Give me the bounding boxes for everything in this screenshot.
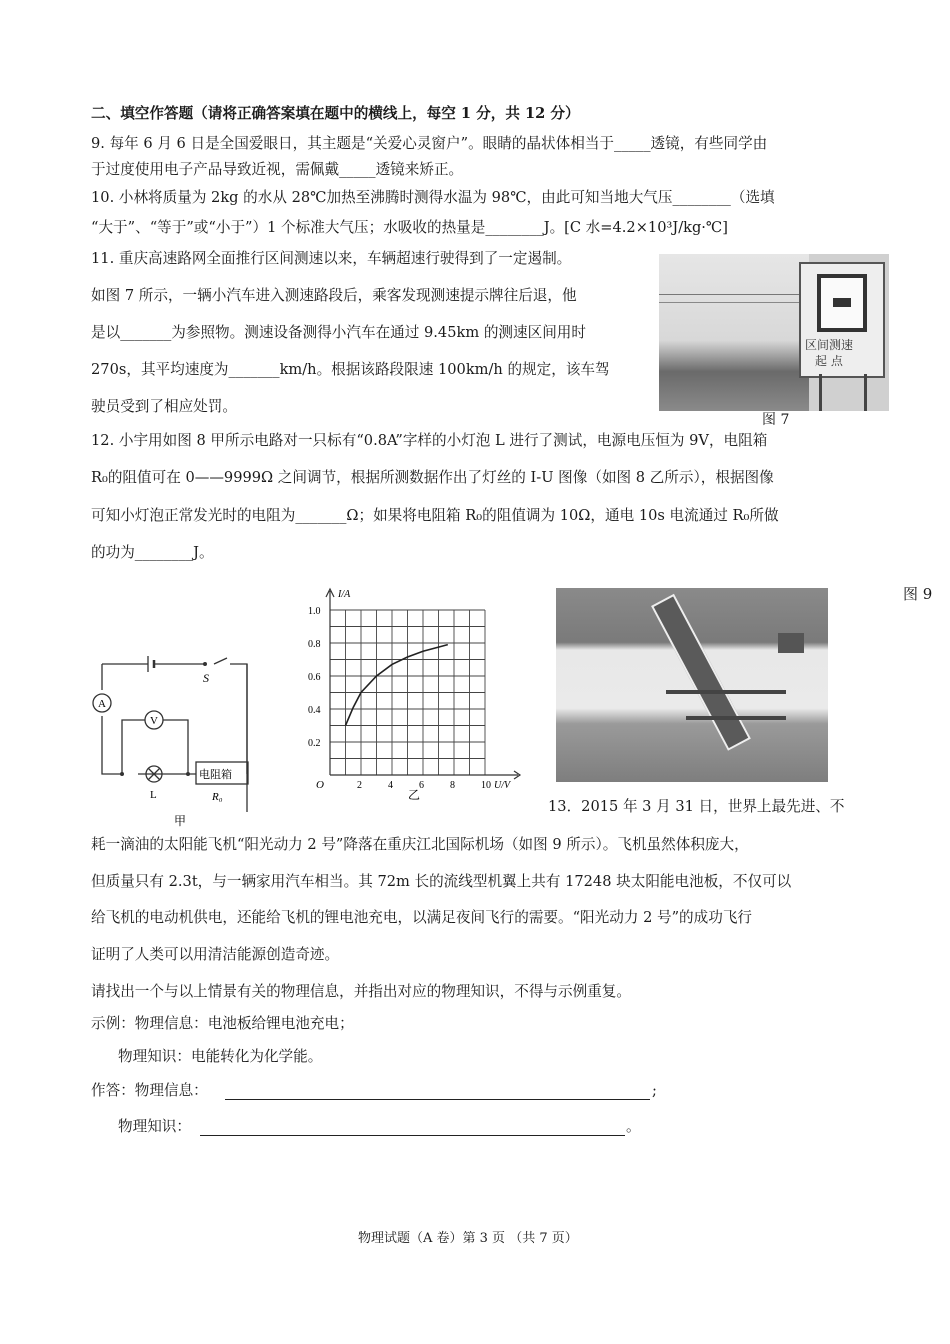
figure-8b-iu-graph — [300, 585, 530, 800]
x-tick-label: 4 — [388, 780, 393, 791]
voltmeter-label: V — [150, 715, 158, 727]
y-axis-label: I/A — [338, 589, 351, 600]
answer-knowledge-end: 。 — [626, 1118, 641, 1135]
ammeter-label: A — [98, 698, 106, 710]
q13-instruction: 请找出一个与以上情景有关的物理信息，并指出对应的物理知识，不得与示例重复。 — [91, 983, 631, 1000]
answer-info-label: 作答：物理信息： — [91, 1082, 208, 1099]
speed-sign — [799, 262, 885, 378]
y-tick-label: 0.4 — [308, 705, 321, 716]
r0-label: R₀ — [212, 791, 223, 803]
answer-knowledge-input[interactable] — [200, 1135, 625, 1136]
figure-8a-caption: 甲 — [174, 814, 187, 828]
q9-line: 于过度使用电子产品导致近视，需佩戴_____透镜来矫正。 — [91, 161, 464, 178]
answer-info-end: ; — [652, 1082, 657, 1099]
q13-line: 证明了人类可以用清洁能源创造奇迹。 — [91, 946, 340, 963]
q13-line: 13．2015 年 3 月 31 日，世界上最先进、不 — [548, 798, 845, 815]
origin-label: O — [316, 779, 324, 791]
resistance-box-label: 电阻箱 — [199, 769, 232, 781]
q12-line: R₀的阻值可在 0——9999Ω 之间调节，根据所测数据作出了灯丝的 I-U 图像（如图 8 乙所示），根据图像 — [91, 469, 774, 486]
q10-line: “大于”、“等于”或“小于”）1 个标准大气压；水吸收的热量是________J。[C 水=4.2×10³J/kg·℃] — [91, 219, 728, 236]
figure-9-photo — [556, 588, 828, 782]
example-info: 示例：物理信息：电池板给锂电池充电； — [91, 1015, 354, 1032]
q11-line: 是以_______为参照物。测速设备测得小汽车在通过 9.45km 的测速区间用时 — [91, 324, 586, 341]
figure-9-caption: 图 9 — [903, 585, 933, 603]
x-tick-label: 2 — [357, 780, 362, 791]
page-footer: 物理试题（A 卷）第 3 页 （共 7 页） — [358, 1231, 578, 1246]
q9-line: 9. 每年 6 月 6 日是全国爱眼日，其主题是“关爱心灵窗户”。眼睛的晶状体相当于_____透镜，有些同学由 — [91, 135, 768, 152]
q13-line: 耗一滴油的太阳能飞机“阳光动力 2 号”降落在重庆江北国际机场（如图 9 所示）。飞机虽然体积庞大， — [91, 836, 749, 853]
q11-line: 270s，其平均速度为_______km/h。根据该路段限速 100km/h 的规定，该车驾 — [91, 361, 610, 378]
q10-line: 10. 小林将质量为 2kg 的水从 28℃加热至沸腾时测得水温为 98℃，由此可知当地大气压________（选填 — [91, 189, 775, 206]
figure-7-caption: 图 7 — [762, 412, 790, 428]
sign-text: 起 点 — [815, 354, 843, 368]
x-tick-label: 6 — [419, 780, 424, 791]
q13-line: 给飞机的电动机供电，还能给飞机的锂电池充电，以满足夜间飞行的需要。“阳光动力 2 号”的成功飞行 — [91, 909, 753, 926]
q13-line: 但质量只有 2.3t，与一辆家用汽车相当。其 72m 长的流线型机翼上共有 17248 块太阳能电池板，不仅可以 — [91, 873, 792, 890]
y-tick-label: 0.6 — [308, 672, 321, 683]
figure-8a-circuit — [90, 640, 260, 828]
figure-7-photo — [659, 254, 889, 411]
figure-8b-caption: 乙 — [408, 788, 421, 802]
q12-line: 12. 小宇用如图 8 甲所示电路对一只标有“0.8A”字样的小灯泡 L 进行了测试，电源电压恒为 9V，电阻箱 — [91, 432, 768, 449]
example-knowledge: 物理知识：电能转化为化学能。 — [118, 1048, 323, 1065]
lamp-label: L — [150, 789, 157, 801]
x-tick-label: 8 — [450, 780, 455, 791]
q12-line: 可知小灯泡正常发光时的电阻为_______Ω；如果将电阻箱 R₀的阻值调为 10Ω，通电 10s 电流通过 R₀所做 — [91, 507, 779, 524]
switch-label: S — [203, 671, 209, 685]
q11-line: 驶员受到了相应处罚。 — [91, 398, 237, 415]
x-axis-label: U/V — [494, 780, 511, 791]
sign-text: 区间测速 — [805, 338, 854, 352]
answer-knowledge-label: 物理知识： — [118, 1118, 191, 1135]
answer-info-input[interactable] — [225, 1099, 650, 1100]
q11-line: 11. 重庆高速路网全面推行区间测速以来，车辆超速行驶得到了一定遏制。 — [91, 250, 572, 267]
q12-line: 的功为________J。 — [91, 544, 214, 561]
y-tick-label: 1.0 — [308, 606, 321, 617]
y-tick-label: 0.2 — [308, 738, 321, 749]
y-tick-label: 0.8 — [308, 639, 321, 650]
x-tick-label: 10 — [481, 780, 491, 791]
section-title: 二、填空作答题（请将正确答案填在题中的横线上，每空 1 分，共 12 分） — [91, 105, 580, 122]
q11-line: 如图 7 所示，一辆小汽车进入测速路段后，乘客发现测速提示牌往后退，他 — [91, 287, 577, 304]
